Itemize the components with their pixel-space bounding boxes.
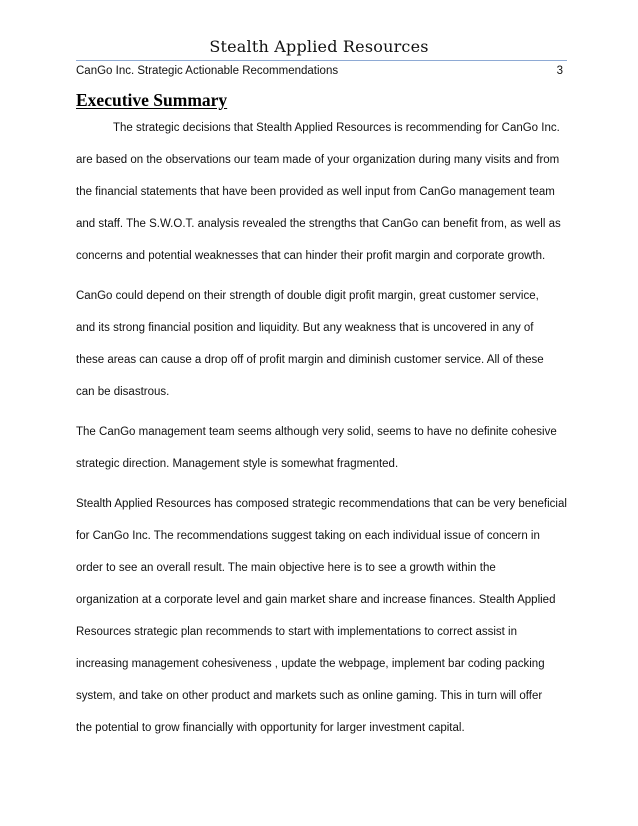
paragraph (76, 488, 576, 744)
paragraph-line: strategic direction. Management style is somewhat fragmented. (76, 458, 399, 470)
paragraph-spacer (76, 480, 576, 488)
document-body (76, 112, 576, 744)
paragraph-line: Stealth Applied Resources has composed strategic recommendations that can be very beneficial (76, 498, 567, 510)
paragraph-line: are based on the observations our team made of your organization during many visits and from (76, 154, 560, 166)
paragraph-line: Resources strategic plan recommends to start with implementations to correct assist in (76, 626, 518, 638)
paragraph (76, 416, 576, 480)
paragraph (76, 112, 576, 272)
paragraph-line: the financial statements that have been provided as well input from CanGo management team (76, 186, 555, 198)
paragraph (76, 280, 576, 408)
running-header-subline (76, 65, 567, 77)
paragraph-line: for CanGo Inc. The recommendations suggest taking on each individual issue of concern in (76, 530, 540, 542)
header-divider (76, 60, 567, 61)
paragraph-line: and staff. The S.W.O.T. analysis revealed the strengths that CanGo can benefit from, as well as (76, 218, 561, 230)
paragraph-line: these areas can cause a drop off of profit margin and diminish customer service. All of these (76, 354, 544, 366)
page-number: 3 (556, 65, 563, 77)
paragraph-line: the potential to grow financially with opportunity for larger investment capital. (76, 722, 465, 734)
document-subtitle: CanGo Inc. Strategic Actionable Recommendations (76, 65, 339, 77)
paragraph-line: The strategic decisions that Stealth Applied Resources is recommending for CanGo Inc. (113, 122, 560, 134)
paragraph-line: can be disastrous. (76, 386, 170, 398)
paragraph-line: increasing management cohesiveness , update the webpage, implement bar coding packing (76, 658, 545, 670)
paragraph-line: concerns and potential weaknesses that can hinder their profit margin and corporate growth. (76, 250, 546, 262)
paragraph-spacer (76, 272, 576, 280)
paragraph-line: and its strong financial position and liquidity. But any weakness that is uncovered in any of (76, 322, 534, 334)
paragraph-line: CanGo could depend on their strength of double digit profit margin, great customer service, (76, 290, 539, 302)
running-header-title: Stealth Applied Resources (209, 37, 429, 56)
paragraph-line: order to see an overall result. The main objective here is to see a growth within the (76, 562, 496, 574)
paragraph-line: The CanGo management team seems although very solid, seems to have no definite cohesive (76, 426, 557, 438)
paragraph-spacer (76, 408, 576, 416)
section-heading: Executive Summary (76, 90, 228, 110)
paragraph-line: organization at a corporate level and gain market share and increase finances. Stealth Applied (76, 594, 556, 606)
paragraph-line: system, and take on other product and markets such as online gaming. This in turn will offer (76, 690, 543, 702)
